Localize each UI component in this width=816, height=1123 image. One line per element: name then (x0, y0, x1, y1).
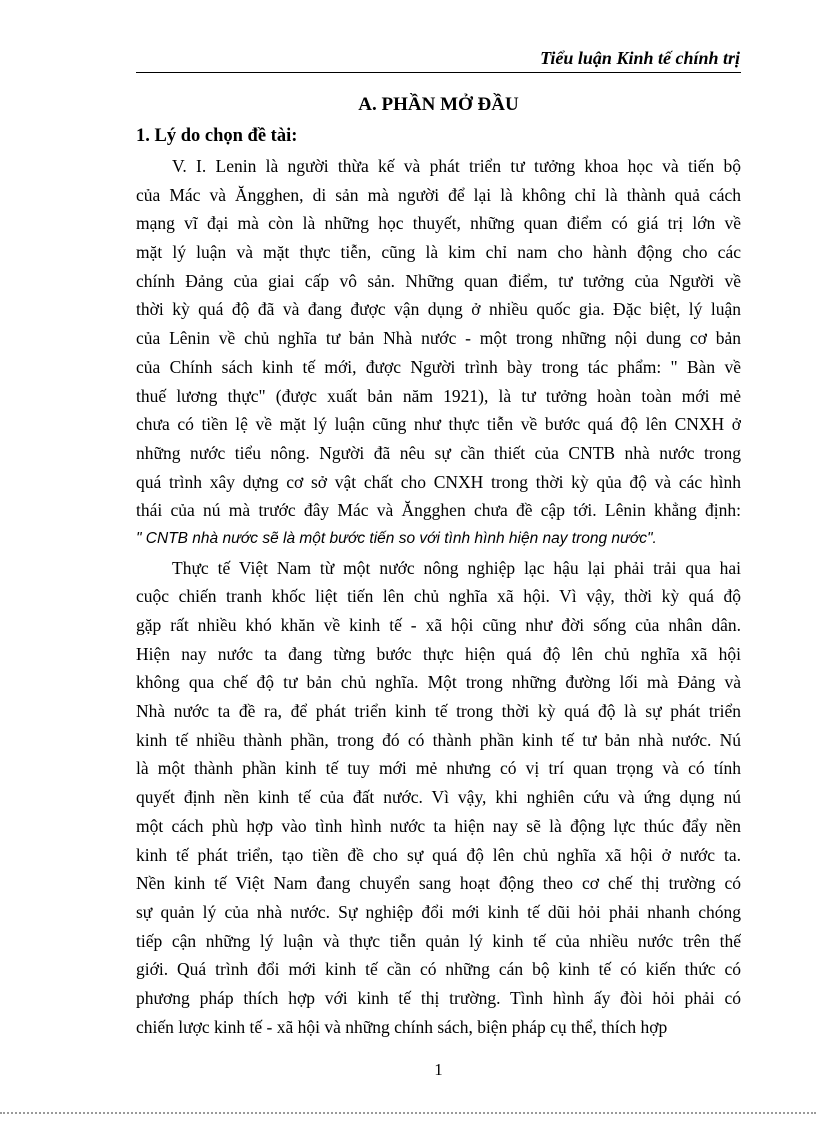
paragraph-line: một cách phù hợp vào tình hình nước ta hiện nay sẽ là động lực thúc đẩy nền (136, 815, 741, 836)
paragraph-line: gặp rất nhiều khó khăn về kinh tế - xã hội cũng như đời sống của nhân dân. (136, 615, 741, 635)
paragraph-line: của Mác và Ăngghen, di sản mà người để lại là không chỉ là thành quả cách (136, 184, 741, 205)
paragraph-line: Nền kinh tế Việt Nam đang chuyển sang hoạt động theo cơ chế thị trường có (136, 873, 741, 894)
subsection-title: 1. Lý do chọn đề tài: (136, 126, 298, 146)
paragraph-line: thái của nú mà trước đây Mác và Ăngghen chưa đề cập tới. Lênin khẳng định: (136, 500, 741, 521)
paragraph-line: của Lênin về chủ nghĩa tư bản Nhà nước - một trong những nội dung cơ bản (136, 328, 741, 349)
paragraph-line: V. I. Lenin là người thừa kế và phát triển tư tưởng khoa học và tiến bộ (172, 156, 741, 176)
paragraph-line: chính Đảng của giai cấp vô sản. Những quan điểm, tư tưởng của Người về (136, 270, 741, 291)
paragraph-line: mặt lý luận và mặt thực tiễn, cũng là kim chỉ nam cho hành động cho các (136, 242, 741, 263)
paragraph-line: thuế lương thực" (được xuất bản năm 1921), là tư tưởng hoàn toàn mới mẻ (136, 385, 741, 406)
paragraph-line: những nước tiểu nông. Người đã nêu sự cần thiết của CNTB nhà nước trong (136, 442, 741, 463)
paragraph-line: quá trình xây dựng cơ sở vật chất cho CNXH trong thời kỳ qủa độ và các hình (136, 471, 741, 492)
paragraph-line: kinh tế phát triển, tạo tiền đề cho sự quá độ lên chủ nghĩa xã hội ở nước ta. (136, 844, 741, 865)
page-number: 1 (434, 1060, 443, 1079)
body-text (136, 152, 741, 1041)
paragraph-line: là một thành phần kinh tế tuy mới mẻ nhưng có vị trí quan trọng và có tính (136, 758, 741, 779)
paragraph-line: mạng vĩ đại mà còn là những học thuyết, những quan điểm có giá trị lớn về (136, 213, 741, 234)
section-title: A. PHẦN MỞ ĐẦU (358, 94, 519, 115)
paragraph-line: thời kỳ quá độ đã và đang được vận dụng ở nhiều quốc gia. Đặc biệt, lý luận (136, 299, 741, 320)
quote-line: " CNTB nhà nước sẽ là một bước tiến so với tình hình hiện nay trong nước". (136, 529, 657, 547)
paragraph-line: chiến lược kinh tế - xã hội và những chính sách, biện pháp cụ thể, thích hợp (136, 1016, 668, 1037)
paragraph-line: Nhà nước ta đề ra, để phát triển kinh tế trong thời kỳ quá độ là sự phát triển (136, 701, 741, 722)
paragraph-line: tiếp cận những lý luận và thực tiễn quản lý kinh tế của nhiều nước trên thế (136, 930, 741, 951)
paragraph-line: Thực tế Việt Nam từ một nước nông nghiệp lạc hậu lại phải trải qua hai (172, 557, 741, 578)
paragraph-line: không qua chế độ tư bản chủ nghĩa. Một trong những đường lối mà Đảng và (136, 672, 741, 693)
paragraph-line: kinh tế nhiều thành phần, trong đó có thành phần kinh tế tư bản nhà nước. Nú (136, 729, 741, 750)
paragraph-line: quyết định nền kinh tế của đất nước. Vì vậy, khi nghiên cứu và ứng dụng nú (136, 787, 741, 808)
header-rule (136, 72, 741, 73)
paragraph-line: Hiện nay nước ta đang từng bước thực hiện quá độ lên chủ nghĩa xã hội (136, 643, 741, 664)
paragraph-line: phương pháp thích hợp với kinh tế thị trường. Tình hình ấy đòi hỏi phải có (136, 987, 741, 1008)
paragraph-line: chưa có tiền lệ về mặt lý luận cũng như thực tiễn về bước quá độ lên CNXH ở (136, 414, 741, 435)
running-header-title: Tiểu luận Kinh tế chính trị (540, 48, 740, 68)
paragraph-line: của Chính sách kinh tế mới, được Người trình bày trong tác phẩm: " Bàn về (136, 356, 741, 377)
paragraph-line: cuộc chiến tranh khốc liệt tiến lên chủ nghĩa xã hội. Vì vậy, thời kỳ quá độ (136, 586, 741, 607)
paragraph-line: sự quản lý của nhà nước. Sự nghiệp đổi mới kinh tế dũi hỏi phải nhanh chóng (136, 901, 741, 922)
page-bottom-border (0, 1112, 816, 1114)
paragraph-line: giới. Quá trình đổi mới kinh tế cần có những cán bộ kinh tế có kiến thức có (136, 959, 741, 980)
